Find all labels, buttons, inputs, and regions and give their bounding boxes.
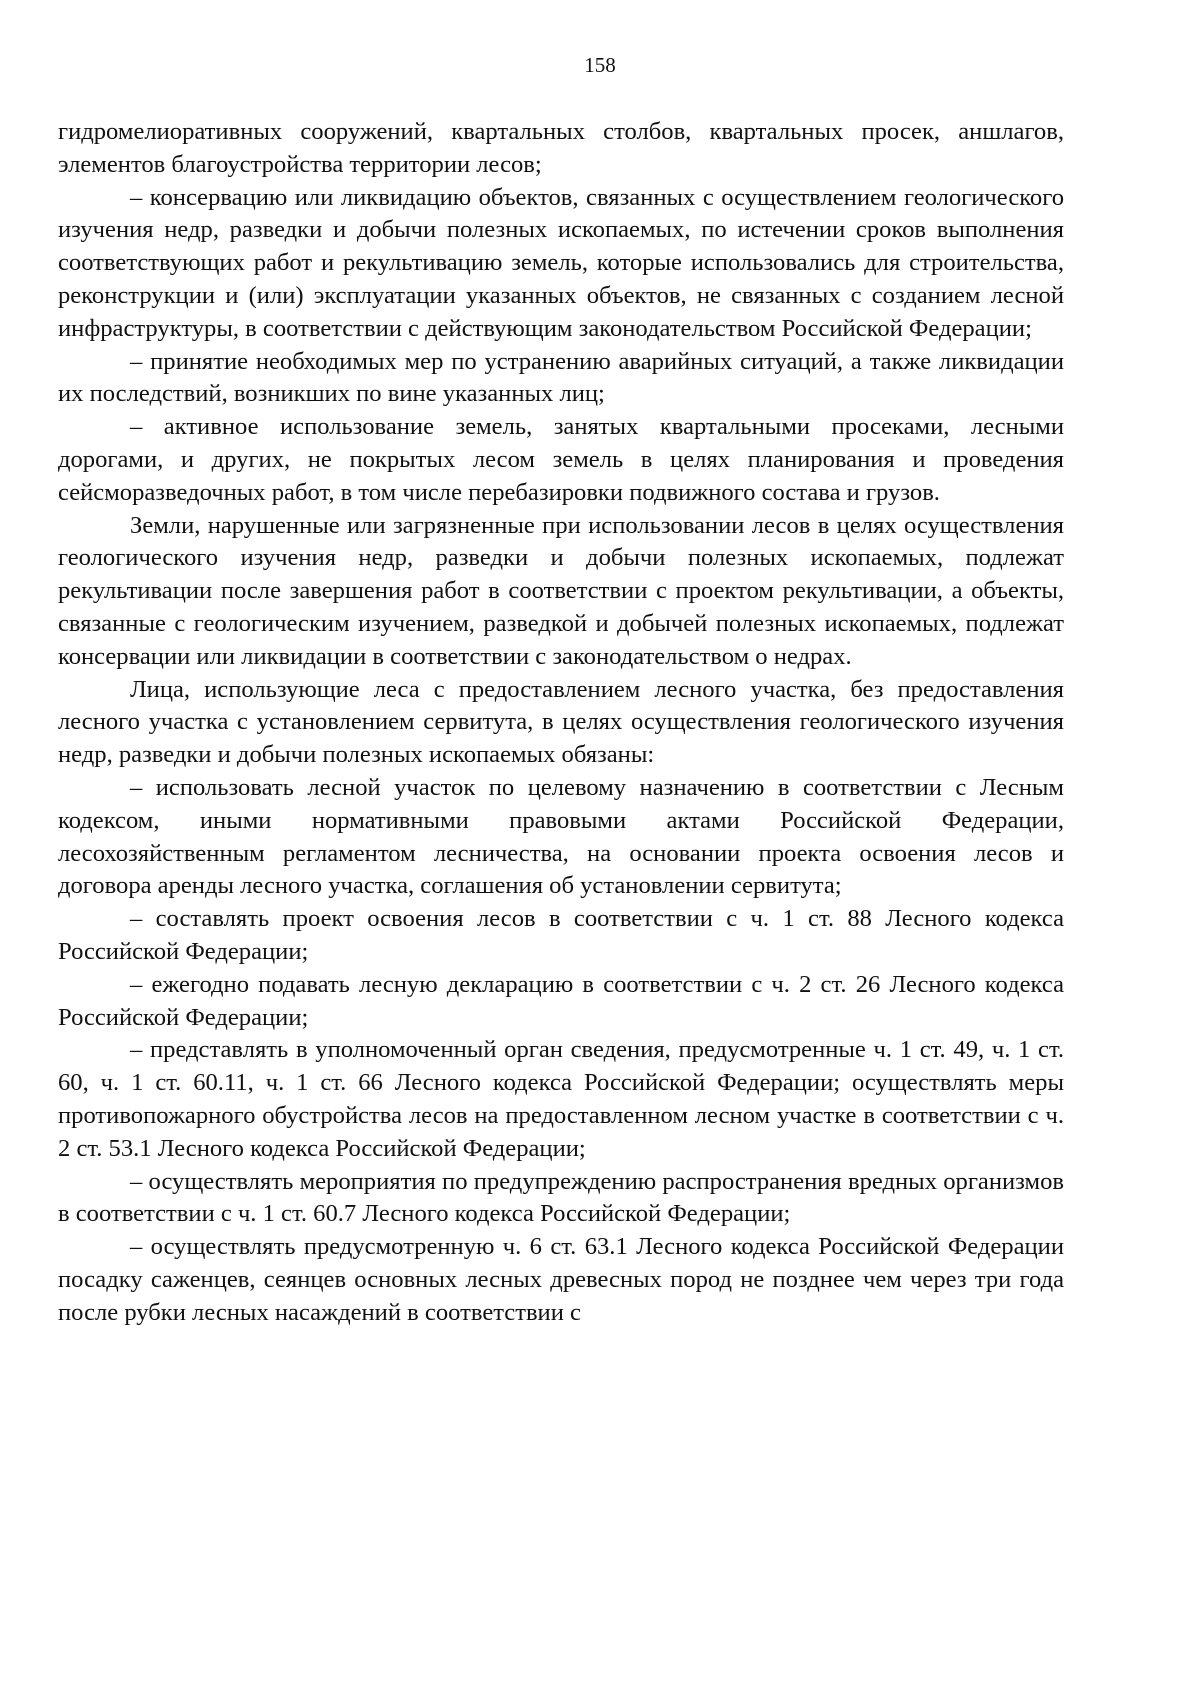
paragraph-obligations-intro: Лица, использующие леса с предоставлением лесного участка, без предоставления лесного участка с установлением сервитута, в целях осуществления геологического изучения недр, разведки и добычи полезных ископаемых обязаны: xyxy=(58,675,1064,769)
paragraph-obligation-target-use: – использовать лесной участок по целевому назначению в соответствии с Лесным кодексом, иными нормативными правовыми актами Российской Федерации, лесохозяйственным регламентом лесничества, на основании проекта освоения лесов и договора аренды лесного участка, соглашения об установлении сервитута; xyxy=(58,773,1064,900)
paragraph-continuation: гидромелиоративных сооружений, квартальных столбов, квартальных просек, аншлагов, элементов благоустройства территории лесов; xyxy=(58,118,1064,178)
paragraph-obligation-reporting: – представлять в уполномоченный орган сведения, предусмотренные ч. 1 ст. 49, ч. 1 ст. 60, ч. 1 ст. 60.11, ч. 1 ст. 66 Лесного кодекса Российской Федерации; осуществлять меры противопожарного обустройства лесов на предоставленном лесном участке в соответствии с ч. 2 ст. 53.1 Лесного кодекса Российской Федерации; xyxy=(58,1036,1064,1162)
page-number: 158 xyxy=(584,53,616,77)
paragraph-disturbed-lands: Земли, нарушенные или загрязненные при использовании лесов в целях осуществления геологического изучения недр, разведки и добычи полезных ископаемых, подлежат рекультивации после завершения работ в соответствии с проектом рекультивации, а объекты, связанные с геологическим изучением, разведкой и добычей полезных ископаемых, подлежат консервации или ликвидации в соответствии с законодательством о недрах. xyxy=(58,511,1064,670)
paragraph-active-land-use: – активное использование земель, занятых квартальными просеками, лесными дорогами, и других, не покрытых лесом земель в целях планирования и проведения сейсморазведочных работ, в том числе перебазировки подвижного состава и грузов. xyxy=(58,413,1064,506)
paragraph-obligation-declaration: – ежегодно подавать лесную декларацию в соответствии с ч. 2 ст. 26 Лесного кодекса Российской Федерации; xyxy=(58,970,1064,1031)
document-body xyxy=(58,116,1064,1329)
paragraph-conservation-liquidation: – консервацию или ликвидацию объектов, связанных с осуществлением геологического изучения недр, разведки и добычи полезных ископаемых, по истечении сроков выполнения соответствующих работ и рекультивацию земель, которые использовались для строительства, реконструкции и (или) эксплуатации указанных объектов, не связанных с созданием лесной инфраструктуры, в соответствии с действующим законодательством Российской Федерации; xyxy=(58,183,1064,342)
paragraph-obligation-planting: – осуществлять предусмотренную ч. 6 ст. 63.1 Лесного кодекса Российской Федерации посадку саженцев, сеянцев основных лесных древесных пород не позднее чем через три года после рубки лесных насаждений в соответствии с xyxy=(58,1233,1064,1326)
paragraph-emergency-measures: – принятие необходимых мер по устранению аварийных ситуаций, а также ликвидации их последствий, возникших по вине указанных лиц; xyxy=(58,347,1064,408)
paragraph-obligation-pests: – осуществлять мероприятия по предупреждению распространения вредных организмов в соответствии с ч. 1 ст. 60.7 Лесного кодекса Российской Федерации; xyxy=(58,1167,1064,1228)
paragraph-obligation-project: – составлять проект освоения лесов в соответствии с ч. 1 ст. 88 Лесного кодекса Российской Федерации; xyxy=(58,905,1064,965)
